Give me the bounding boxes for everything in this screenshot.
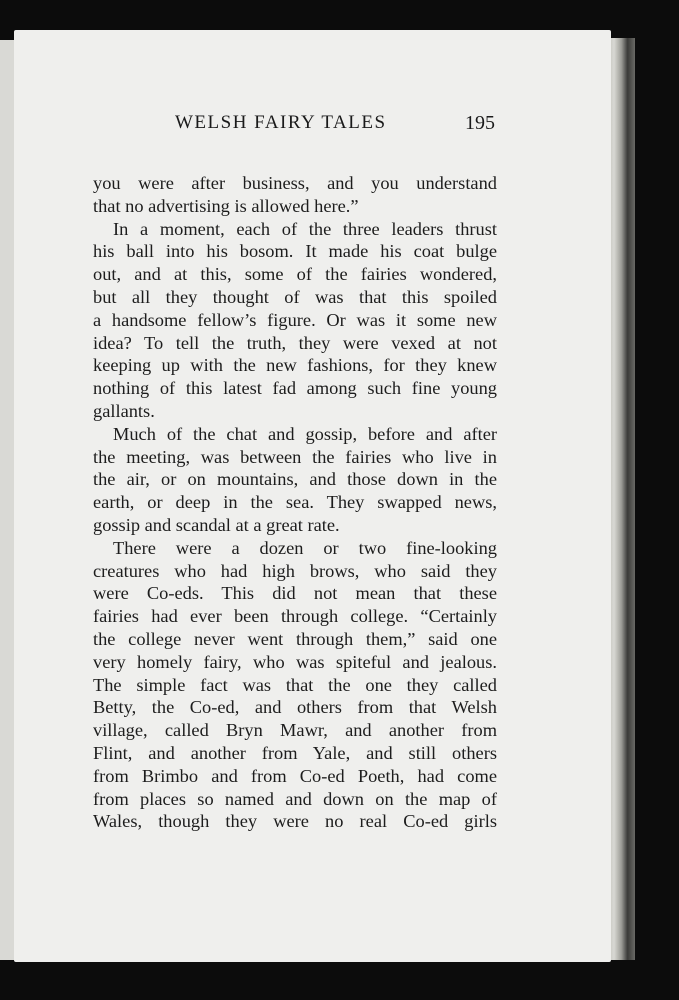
text-line: Flint, and another from Yale, and still others [93,742,497,763]
text-line: out, and at this, some of the fairies wondered, [93,264,497,285]
body-text [93,172,497,833]
page-number: 195 [465,112,495,134]
text-line: the college never went through them,” said one [93,628,497,649]
text-line: you were after business, and you understand [93,173,497,193]
text-line: fairies had ever been through college. “Certainly [93,606,497,627]
text-line: Betty, the Co-ed, and others from that Welsh [93,697,497,718]
text-line: nothing of this latest fad among such fine young [93,378,497,399]
page-header [95,112,495,142]
text-line: that no advertising is allowed here.” [93,195,359,216]
text-line: keeping up with the new fashions, for they knew [93,355,497,376]
text-line: There were a dozen or two fine-looking [113,537,497,558]
running-head: WELSH FAIRY TALES [175,112,387,133]
text-line: from places so named and down on the map of [93,788,497,809]
text-line: Much of the chat and gossip, before and after [113,423,497,444]
text-line: were Co-eds. This did not mean that these [93,583,497,604]
text-line: idea? To tell the truth, they were vexed at not [93,332,497,353]
text-line: In a moment, each of the three leaders thrust [113,218,497,239]
text-line: The simple fact was that the one they called [93,674,497,695]
text-line: creatures who had high brows, who said they [93,560,497,581]
text-line: but all they thought of was that this spoiled [93,286,497,307]
text-line: village, called Bryn Mawr, and another from [93,720,497,741]
text-line: earth, or deep in the sea. They swapped news, [93,492,497,513]
text-line: the air, or on mountains, and those down in the [93,469,497,490]
text-line: the meeting, was between the fairies who live in [93,446,497,467]
text-line: Wales, though they were no real Co-ed girls [93,811,497,832]
text-line: very homely fairy, who was spiteful and jealous. [93,651,497,672]
text-line: his ball into his bosom. It made his coat bulge [93,241,497,262]
text-line: gossip and scandal at a great rate. [93,514,340,535]
text-line: a handsome fellow’s figure. Or was it some new [93,309,497,330]
text-line: from Brimbo and from Co-ed Poeth, had come [93,765,497,786]
text-line: gallants. [93,400,155,421]
